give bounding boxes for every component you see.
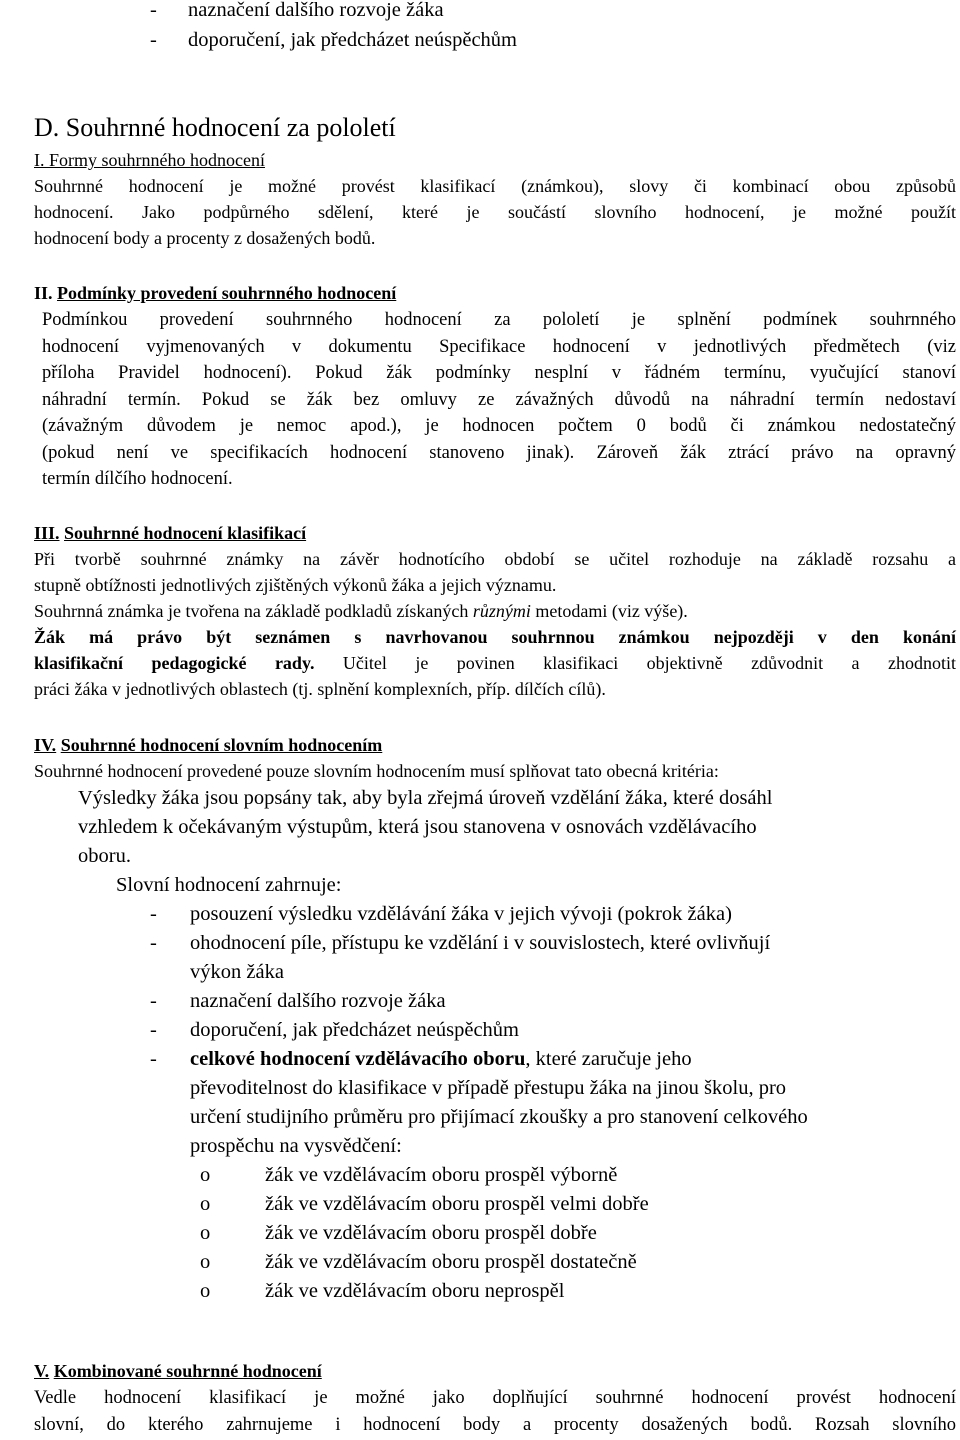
section-iv-intro [34, 758, 956, 784]
includes-list [150, 900, 940, 1161]
sub-list-item-text: žák ve vzdělávacím oboru prospěl velmi dobře [265, 1193, 649, 1215]
list-item [150, 987, 940, 1016]
section-iii-title-text: Souhrnné hodnocení klasifikací [64, 523, 307, 543]
text-run: Souhrnná známka je tvořena na základě podkladů získaných [34, 601, 473, 621]
list-item-continuation [150, 1074, 940, 1103]
section-title-i [34, 147, 265, 173]
section-iv-number: IV. [34, 735, 57, 755]
section-iii-number: III. [34, 523, 60, 543]
list-item-continuation [150, 1132, 940, 1161]
list-item-text: doporučení, jak předcházet neúspěchům [190, 1019, 520, 1041]
list-item [150, 26, 517, 55]
circle-marker: o [200, 1280, 211, 1302]
paragraph-line: hodnocení vyjmenovaných v dokumentu Specifikace hodnocení v jednotlivých předmětech (viz [42, 336, 956, 357]
section-iv-title-text: Souhrnné hodnocení slovním hodnocením [60, 735, 383, 755]
dash-marker: - [150, 0, 157, 21]
list-item-text: naznačení dalšího rozvoje žáka [190, 990, 446, 1012]
paragraph-line: Výsledky žáka jsou popsány tak, aby byla zřejmá úroveň vzdělání žáka, které dosáhl [78, 787, 773, 809]
paragraph-line [34, 650, 956, 676]
list-item [150, 1016, 940, 1045]
list-item [150, 929, 940, 958]
text-run: Učitel je povinen klasifikaci objektivně zdůvodnit a zhodnotit [314, 653, 956, 673]
bold-text: celkové hodnocení vzdělávacího oboru [190, 1048, 526, 1070]
list-item-text: naznačení dalšího rozvoje žáka [188, 0, 444, 21]
paragraph-line: termín dílčího hodnocení. [42, 469, 233, 489]
paragraph-line: Souhrnné hodnocení provedené pouze slovním hodnocením musí splňovat tato obecná kritéria: [34, 761, 719, 781]
section-v-number: V. [34, 1361, 50, 1381]
dash-marker: - [150, 903, 157, 925]
section-title-iv [34, 732, 382, 758]
dash-marker: - [150, 1048, 157, 1070]
paragraph-line [34, 624, 956, 650]
sub-list-item-text: žák ve vzdělávacím oboru neprospěl [265, 1280, 565, 1302]
section-ii-title-text: Podmínky provedení souhrnného hodnocení [57, 283, 397, 303]
dash-marker: - [150, 990, 157, 1012]
section-i-paragraph [34, 173, 956, 251]
list-item [150, 900, 940, 929]
paragraph-line: příloha Pravidel hodnocení). Pokud žák podmínky nesplní v řádném termínu, vyučující stanoví [42, 363, 956, 383]
paragraph-line: stupně obtížnosti jednotlivých zjištěných výkonů žáka a jejich významu. [34, 575, 557, 595]
paragraph-line: práci žáka v jednotlivých oblastech (tj. splnění komplexních, příp. dílčích cílů). [34, 679, 606, 699]
text-run: , které zaručuje jeho [525, 1048, 692, 1070]
sub-list-item-text: žák ve vzdělávacím oboru prospěl dostatečně [265, 1251, 637, 1273]
paragraph-line: hodnocení. Jako podpůrného sdělení, které je součástí slovního hodnocení, je možné použít [34, 202, 956, 222]
list-item-text: výkon žáka [190, 961, 284, 983]
list-item-text: doporučení, jak předcházet neúspěchům [188, 29, 518, 51]
section-v-paragraph [34, 1385, 956, 1438]
list-item [150, 1045, 940, 1074]
list-item-text [190, 1045, 692, 1074]
circle-marker: o [200, 1251, 211, 1273]
emphasis-text: různými [472, 601, 531, 621]
list-item-text: prospěchu na vysvědčení: [190, 1135, 402, 1157]
section-heading-d: D. Souhrnné hodnocení za pololetí [34, 113, 396, 142]
section-title-ii [34, 280, 396, 306]
list-item-continuation [150, 1103, 940, 1132]
bold-text: Žák má právo být seznámen s navrhovanou souhrnnou známkou nejpozději v den konání [34, 627, 956, 647]
sub-list-item-text: žák ve vzdělávacím oboru prospěl dobře [265, 1222, 597, 1244]
list-item-text: posouzení výsledku vzdělávání žáka v jejich vývoji (pokrok žáka) [190, 903, 732, 925]
list-item [150, 0, 444, 25]
paragraph-line: Podmínkou provedení souhrnného hodnocení za pololetí je splnění podmínek souhrnného [42, 310, 956, 330]
circle-marker: o [200, 1193, 211, 1215]
includes-label [116, 871, 960, 900]
circle-marker: o [200, 1222, 211, 1244]
section-title-v [34, 1358, 322, 1384]
paragraph-line: Slovní hodnocení zahrnuje: [116, 874, 342, 896]
paragraph-line: vzhledem k očekávaným výstupům, která jsou stanovena v osnovách vzdělávacího [78, 816, 757, 838]
section-ii-paragraph [42, 307, 956, 493]
paragraph-line [34, 598, 956, 624]
paragraph-line: (závažným důvodem je nemoc apod.), je hodnocen počtem 0 bodů či známkou nedostatečný [42, 416, 956, 436]
bold-text: klasifikační pedagogické rady. [34, 653, 315, 673]
section-iv-criteria [78, 784, 938, 871]
paragraph-line: slovní, do kterého zahrnujeme i hodnocení body a procenty dosažených bodů. Rozsah slovního [34, 1414, 956, 1435]
paragraph-line: Souhrnné hodnocení je možné provést klasifikací (známkou), slovy či kombinací obou způsobů [34, 176, 956, 196]
dash-marker: - [150, 29, 157, 51]
text-run: metodami (viz výše). [530, 601, 688, 621]
paragraph-line: oboru. [78, 845, 131, 867]
paragraph-line: náhradní termín. Pokud se žák bez omluvy ze závažných důvodů na náhradní termín nedostaví [42, 389, 956, 410]
sub-list-item-text: žák ve vzdělávacím oboru prospěl výborně [265, 1164, 618, 1186]
list-item-text: převoditelnost do klasifikace v případě přestupu žáka na jinou školu, pro [190, 1077, 787, 1099]
dash-marker: - [150, 1019, 157, 1041]
section-title-iii [34, 520, 306, 546]
list-item-continuation [150, 958, 940, 987]
paragraph-line: Při tvorbě souhrnné známky na závěr hodnotícího období se učitel rozhoduje na základě rozsahu a [34, 549, 956, 569]
circle-marker: o [200, 1164, 211, 1186]
section-v-title-text: Kombinované souhrnné hodnocení [53, 1361, 322, 1381]
section-ii-number: II. [34, 283, 53, 303]
section-iii-paragraph [34, 546, 956, 702]
list-item-text: určení studijního průměru pro přijímací zkoušky a pro stanovení celkového [190, 1106, 808, 1128]
section-i-title-text: I. Formy souhrnného hodnocení [34, 150, 265, 170]
paragraph-line: (pokud není ve specifikacích hodnocení stanoveno jinak). Zároveň žák ztrácí právo na opravný [42, 442, 956, 463]
paragraph-line: Vedle hodnocení klasifikací je možné jako doplňující souhrnné hodnocení provést hodnocení [34, 1388, 956, 1408]
dash-marker: - [150, 932, 157, 954]
list-item-text: ohodnocení píle, přístupu ke vzdělání i v souvislostech, které ovlivňují [190, 932, 771, 954]
paragraph-line: hodnocení body a procenty z dosažených bodů. [34, 228, 376, 248]
